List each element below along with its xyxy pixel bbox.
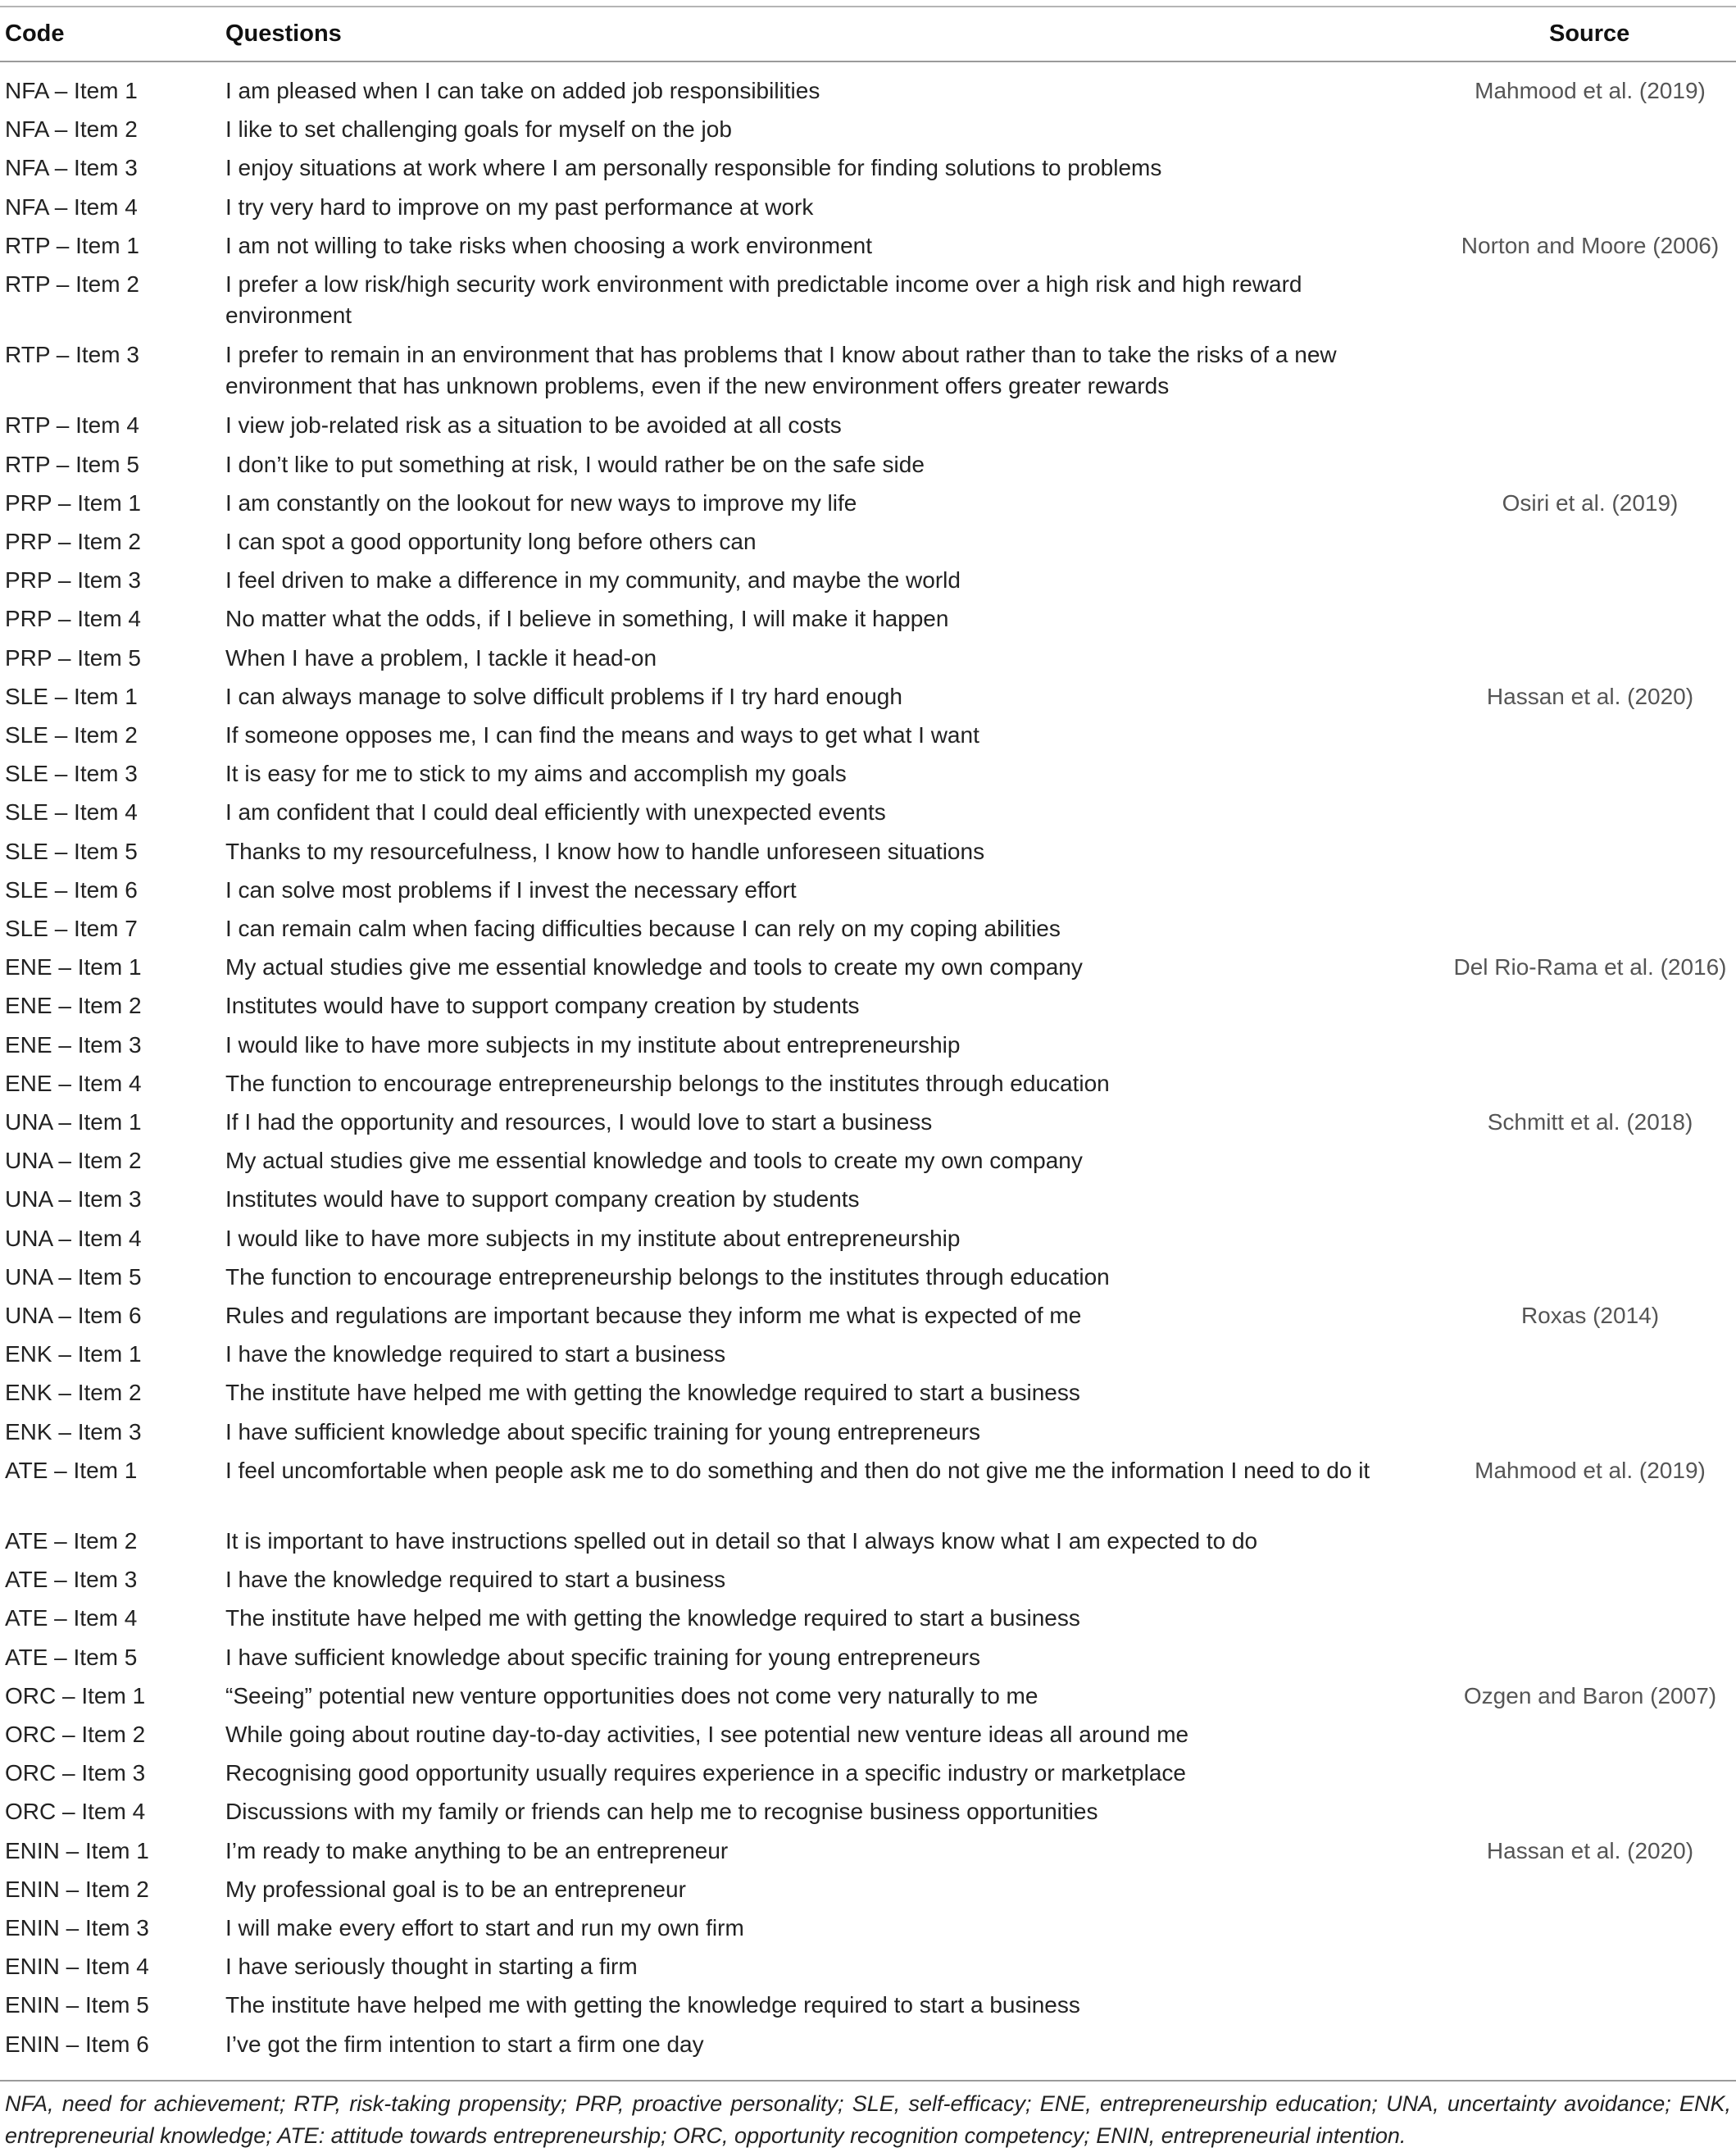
cell-code: NFA – Item 2 <box>5 116 138 143</box>
cell-code: PRP – Item 5 <box>5 644 142 671</box>
cell-code: ENIN – Item 1 <box>5 1837 149 1863</box>
cell-question: I view job-related risk as a situation to be avoided at all costs <box>225 412 842 439</box>
cell-code: SLE – Item 3 <box>5 761 138 787</box>
cell-question: I have the knowledge required to start a business <box>225 1567 726 1593</box>
cell-question: My professional goal is to be an entrepreneur <box>225 1876 686 1902</box>
cell-question: It is easy for me to stick to my aims and accomplish my goals <box>225 761 847 787</box>
cell-question: While going about routine day-to-day activities, I see potential new venture ideas all around me <box>225 1722 1189 1747</box>
cell-question: It is important to have instructions spelled out in detail so that I always know what I am expected to do <box>225 1528 1258 1554</box>
cell-code: SLE – Item 2 <box>5 722 138 748</box>
cell-question: The institute have helped me with getting the knowledge required to start a business <box>225 1605 1080 1631</box>
cell-code: UNA – Item 6 <box>5 1303 142 1328</box>
cell-code: RTP – Item 5 <box>5 451 139 477</box>
cell-question: I prefer a low risk/high security work environment with predictable income over a high risk and high reward environment <box>225 271 1302 328</box>
cell-question: I will make every effort to start and run my own firm <box>225 1915 744 1940</box>
cell-question: When I have a problem, I tackle it head-on <box>225 644 657 671</box>
cell-code: ENK – Item 1 <box>5 1341 142 1367</box>
cell-question: I would like to have more subjects in my institute about entrepreneurship <box>225 1225 961 1251</box>
cell-question: I am pleased when I can take on added job responsibilities <box>225 78 820 103</box>
cell-question: The institute have helped me with getting the knowledge required to start a business <box>225 1380 1080 1406</box>
cell-question: I am confident that I could deal efficiently with unexpected events <box>225 799 886 826</box>
cell-code: ENIN – Item 4 <box>5 1954 149 1980</box>
cell-question: If I had the opportunity and resources, I would love to start a business <box>225 1109 933 1135</box>
cell-question: The function to encourage entrepreneurship belongs to the institutes through education <box>225 1263 1110 1290</box>
cell-question: My actual studies give me essential knowledge and tools to create my own company <box>225 1148 1083 1174</box>
cell-code: UNA – Item 5 <box>5 1263 142 1290</box>
table-bottom-rule <box>0 2080 1736 2081</box>
cell-question: I enjoy situations at work where I am personally responsible for finding solutions to problems <box>225 155 1162 181</box>
cell-source: Roxas (2014) <box>1520 1303 1660 1328</box>
cell-code: ENK – Item 3 <box>5 1418 142 1445</box>
cell-question: The function to encourage entrepreneurship belongs to the institutes through education <box>225 1070 1110 1096</box>
header-questions: Questions <box>225 20 342 47</box>
table-top-rule <box>0 6 1736 7</box>
cell-code: PRP – Item 2 <box>5 529 142 554</box>
cell-code: ORC – Item 1 <box>5 1682 146 1708</box>
cell-question: Institutes would have to support company creation by students <box>225 1186 860 1212</box>
cell-question: I have sufficient knowledge about specific training for young entrepreneurs <box>225 1644 980 1670</box>
cell-question: I feel driven to make a difference in my community, and maybe the world <box>225 567 961 594</box>
cell-question: I can spot a good opportunity long before others can <box>225 529 757 554</box>
cell-source: Ozgen and Baron (2007) <box>1463 1682 1717 1708</box>
cell-code: UNA – Item 1 <box>5 1109 142 1135</box>
cell-source: Osiri et al. (2019) <box>1502 489 1679 516</box>
cell-code: ORC – Item 4 <box>5 1799 146 1825</box>
cell-code: ENIN – Item 3 <box>5 1915 149 1940</box>
header-source: Source <box>1549 20 1630 47</box>
cell-question: I like to set challenging goals for myself on the job <box>225 116 732 143</box>
cell-code: RTP – Item 4 <box>5 412 139 439</box>
cell-code: PRP – Item 1 <box>5 489 142 516</box>
cell-code: ENIN – Item 2 <box>5 1876 149 1902</box>
cell-source: Mahmood et al. (2019) <box>1475 1457 1706 1483</box>
cell-question: Rules and regulations are important because they inform me what is expected of me <box>225 1303 1082 1328</box>
cell-code: SLE – Item 4 <box>5 799 138 826</box>
cell-code: SLE – Item 1 <box>5 683 138 709</box>
cell-question: Recognising good opportunity usually requires experience in a specific industry or marketplace <box>225 1760 1186 1786</box>
cell-question: I am constantly on the lookout for new ways to improve my life <box>225 489 857 516</box>
cell-question: I have the knowledge required to start a business <box>225 1341 726 1367</box>
cell-question: I can always manage to solve difficult problems if I try hard enough <box>225 683 902 709</box>
cell-code: UNA – Item 4 <box>5 1225 142 1251</box>
cell-question: The institute have helped me with getting the knowledge required to start a business <box>225 1992 1080 2018</box>
cell-question: I am not willing to take risks when choosing a work environment <box>225 232 873 258</box>
cell-source: Del Rio-Rama et al. (2016) <box>1453 954 1727 980</box>
cell-question: My actual studies give me essential knowledge and tools to create my own company <box>225 954 1083 980</box>
cell-code: SLE – Item 7 <box>5 916 138 941</box>
cell-question: I have sufficient knowledge about specific training for young entrepreneurs <box>225 1418 980 1445</box>
cell-question: I feel uncomfortable when people ask me to do something and then do not give me the information I need to do it <box>225 1457 1370 1483</box>
cell-code: ENE – Item 2 <box>5 993 142 1019</box>
cell-question: I would like to have more subjects in my institute about entrepreneurship <box>225 1031 961 1058</box>
cell-code: ENIN – Item 6 <box>5 2031 149 2057</box>
header-code: Code <box>5 20 65 47</box>
cell-code: RTP – Item 2 <box>5 271 139 297</box>
cell-code: UNA – Item 2 <box>5 1148 142 1174</box>
cell-question: No matter what the odds, if I believe in something, I will make it happen <box>225 606 949 632</box>
cell-code: ORC – Item 3 <box>5 1760 146 1786</box>
cell-code: SLE – Item 5 <box>5 838 138 864</box>
header-rule <box>0 61 1736 62</box>
cell-code: NFA – Item 3 <box>5 155 138 181</box>
cell-code: ATE – Item 2 <box>5 1528 138 1554</box>
cell-code: NFA – Item 4 <box>5 193 138 220</box>
cell-code: RTP – Item 3 <box>5 342 139 368</box>
cell-question: “Seeing” potential new venture opportunities does not come very naturally to me <box>225 1682 1038 1708</box>
cell-code: ORC – Item 2 <box>5 1722 146 1747</box>
cell-question: I try very hard to improve on my past performance at work <box>225 193 814 220</box>
cell-source: Mahmood et al. (2019) <box>1475 78 1706 103</box>
cell-question: Thanks to my resourcefulness, I know how to handle unforeseen situations <box>225 838 985 864</box>
cell-code: ATE – Item 5 <box>5 1644 138 1670</box>
table-footnote: NFA, need for achievement; RTP, risk-taking propensity; PRP, proactive personality; SLE, self-efficacy; ENE, entrepreneurship education; UNA, uncertainty avoidance; ENK, entrepreneurial knowledge; ATE: attitude towards entrepreneurship; ORC, opportunity recognition competency; ENIN, entrepreneurial intention. <box>5 2091 1731 2148</box>
cell-code: SLE – Item 6 <box>5 876 138 903</box>
cell-code: ATE – Item 1 <box>5 1457 138 1483</box>
cell-question: I can remain calm when facing difficulties because I can rely on my coping abilities <box>225 916 1061 941</box>
cell-question: I have seriously thought in starting a firm <box>225 1954 638 1980</box>
cell-code: NFA – Item 1 <box>5 78 138 103</box>
cell-code: ATE – Item 4 <box>5 1605 138 1631</box>
cell-code: PRP – Item 4 <box>5 606 142 632</box>
cell-code: ENE – Item 4 <box>5 1070 142 1096</box>
cell-question: Institutes would have to support company creation by students <box>225 993 860 1019</box>
cell-code: ENE – Item 3 <box>5 1031 142 1058</box>
cell-code: ENK – Item 2 <box>5 1380 142 1406</box>
cell-code: ENIN – Item 5 <box>5 1992 149 2018</box>
cell-code: ENE – Item 1 <box>5 954 142 980</box>
cell-code: ATE – Item 3 <box>5 1567 138 1593</box>
cell-source: Schmitt et al. (2018) <box>1487 1109 1693 1135</box>
cell-question: I don’t like to put something at risk, I would rather be on the safe side <box>225 451 925 477</box>
cell-question: Discussions with my family or friends can help me to recognise business opportunities <box>225 1799 1098 1825</box>
cell-question: I can solve most problems if I invest the necessary effort <box>225 876 797 903</box>
cell-source: Hassan et al. (2020) <box>1486 683 1694 709</box>
cell-question: I’m ready to make anything to be an entrepreneur <box>225 1837 729 1863</box>
cell-question: I’ve got the firm intention to start a firm one day <box>225 2031 704 2057</box>
cell-code: UNA – Item 3 <box>5 1186 142 1212</box>
cell-source: Hassan et al. (2020) <box>1486 1837 1694 1863</box>
cell-question: If someone opposes me, I can find the means and ways to get what I want <box>225 722 979 748</box>
cell-code: RTP – Item 1 <box>5 232 139 258</box>
cell-code: PRP – Item 3 <box>5 567 142 594</box>
cell-question: I prefer to remain in an environment that has problems that I know about rather than to take the risks of a new environment that has unknown problems, even if the new environment offers greater rewards <box>225 342 1337 399</box>
cell-source: Norton and Moore (2006) <box>1461 232 1720 258</box>
